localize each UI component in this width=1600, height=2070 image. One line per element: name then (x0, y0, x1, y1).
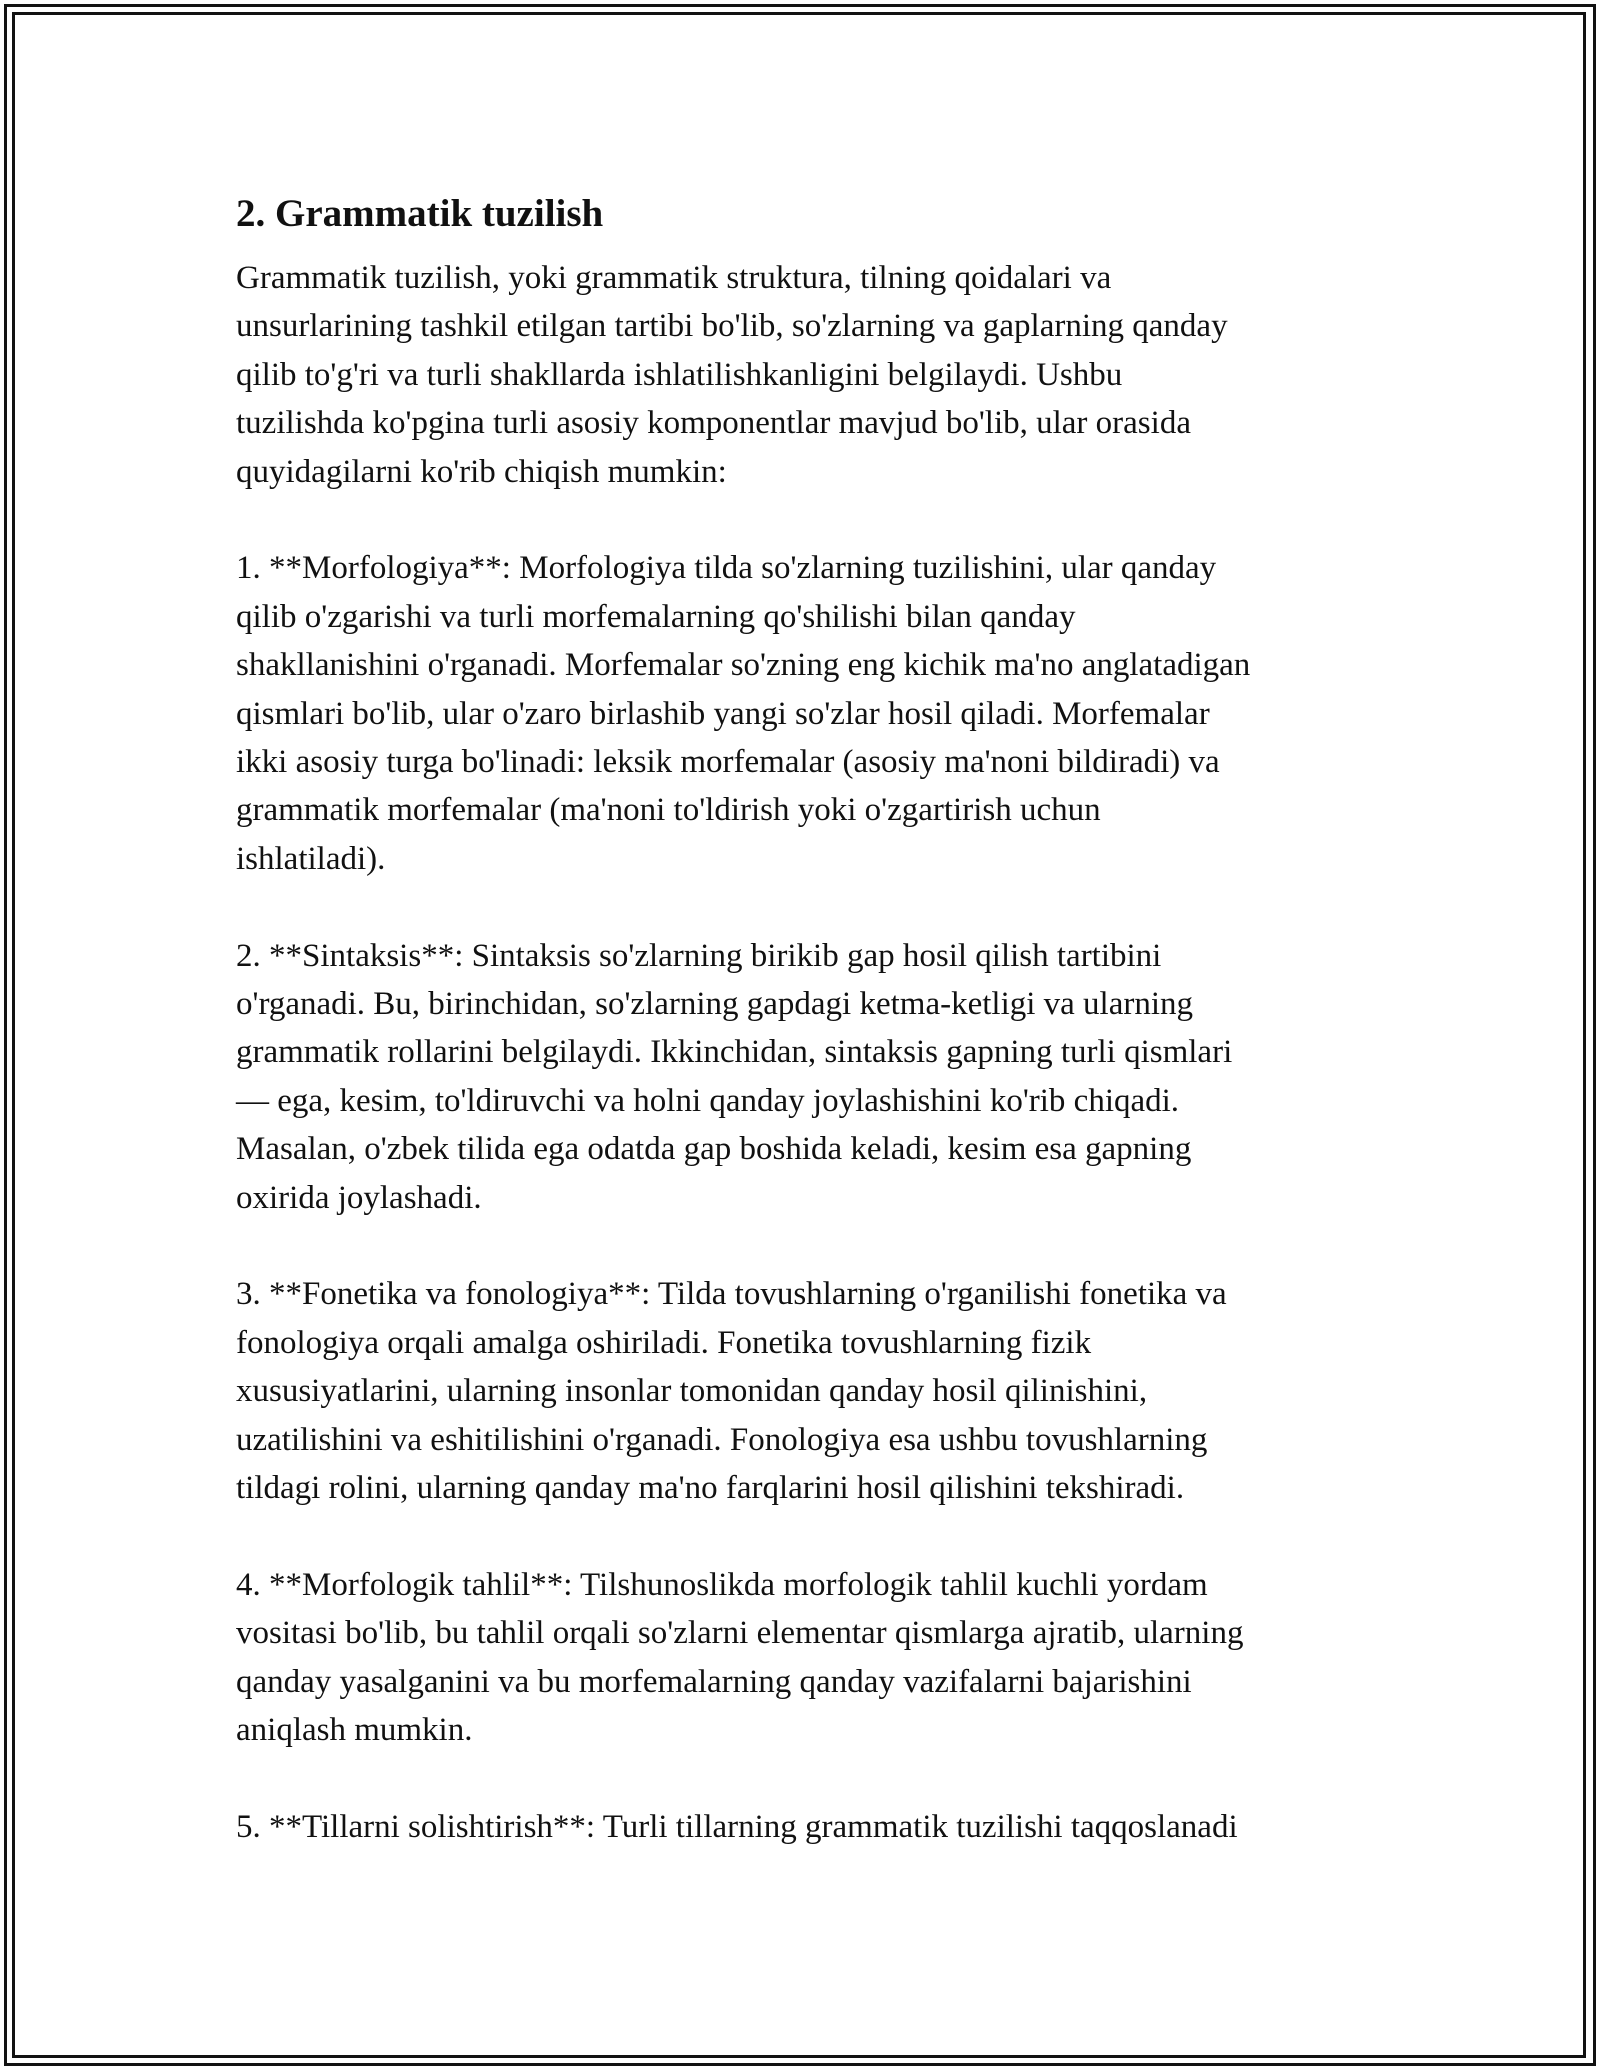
document-body (236, 180, 1386, 1851)
section-title: 2. Grammatik tuzilish (236, 192, 604, 235)
list-item-morfologik-tahlil: 4. **Morfologik tahlil**: Tilshunoslikda morfologik tahlil kuchli yordam vositasi bo'lib, bu tahlil orqali so'zlarni elementar qismlarga ajratib, ularning qanday yasalganini va bu morfemalarning qanday vazifalarni bajarishini aniqlash mumkin. (236, 1566, 1244, 1749)
list-item-tillarni-solishtirish: 5. **Tillarni solishtirish**: Turli tillarning grammatik tuzilishi taqqoslanadi (236, 1808, 1238, 1845)
intro-paragraph: Grammatik tuzilish, yoki grammatik struktura, tilning qoidalari va unsurlarining tashkil etilgan tartibi bo'lib, so'zlarning va gaplarning qanday qilib to'g'ri va turli shakllarda ishlatilishkanligini belgilaydi. Ushbu tuzilishda ko'pgina turli asosiy komponentlar mavjud bo'lib, ular orasida quyidagilarni ko'rib chiqish mumkin: (236, 260, 1228, 490)
list-item-fonetika: 3. **Fonetika va fonologiya**: Tilda tovushlarning o'rganilishi fonetika va fonologiya orqali amalga oshiriladi. Fonetika tovushlarning fizik xususiyatlarini, ularning insonlar tomonidan qanday hosil qilinishini, uzatilishini va eshitilishini o'rganadi. Fonologiya esa ushbu tovushlarning tildagi rolini, ularning qanday ma'no farqlarini hosil qilishini tekshiradi. (236, 1276, 1227, 1507)
list-item-morfologiya: 1. **Morfologiya**: Morfologiya tilda so'zlarning tuzilishini, ular qanday qilib o'zgarishi va turli morfemalarning qo'shilishi bilan qanday shakllanishini o'rganadi. Morfemalar so'zning eng kichik ma'no anglatadigan qismlari bo'lib, ular o'zaro birlashib yangi so'zlar hosil qiladi. Morfemalar ikki asosiy turga bo'linadi: leksik morfemalar (asosiy ma'noni bildiradi) va grammatik morfemalar (ma'noni to'ldirish yoki o'zgartirish uchun ishlatiladi). (236, 550, 1251, 877)
list-item-sintaksis: 2. **Sintaksis**: Sintaksis so'zlarning birikib gap hosil qilish tartibini o'rganadi. Bu, birinchidan, so'zlarning gapdagi ketma-ketligi va ularning grammatik rollarini belgilaydi. Ikkinchidan, sintaksis gapning turli qismlari — ega, kesim, to'ldiruvchi va holni qanday joylashishini ko'rib chiqadi. Masalan, o'zbek tilida ega odatda gap boshida keladi, kesim esa gapning oxirida joylashadi. (236, 937, 1233, 1216)
